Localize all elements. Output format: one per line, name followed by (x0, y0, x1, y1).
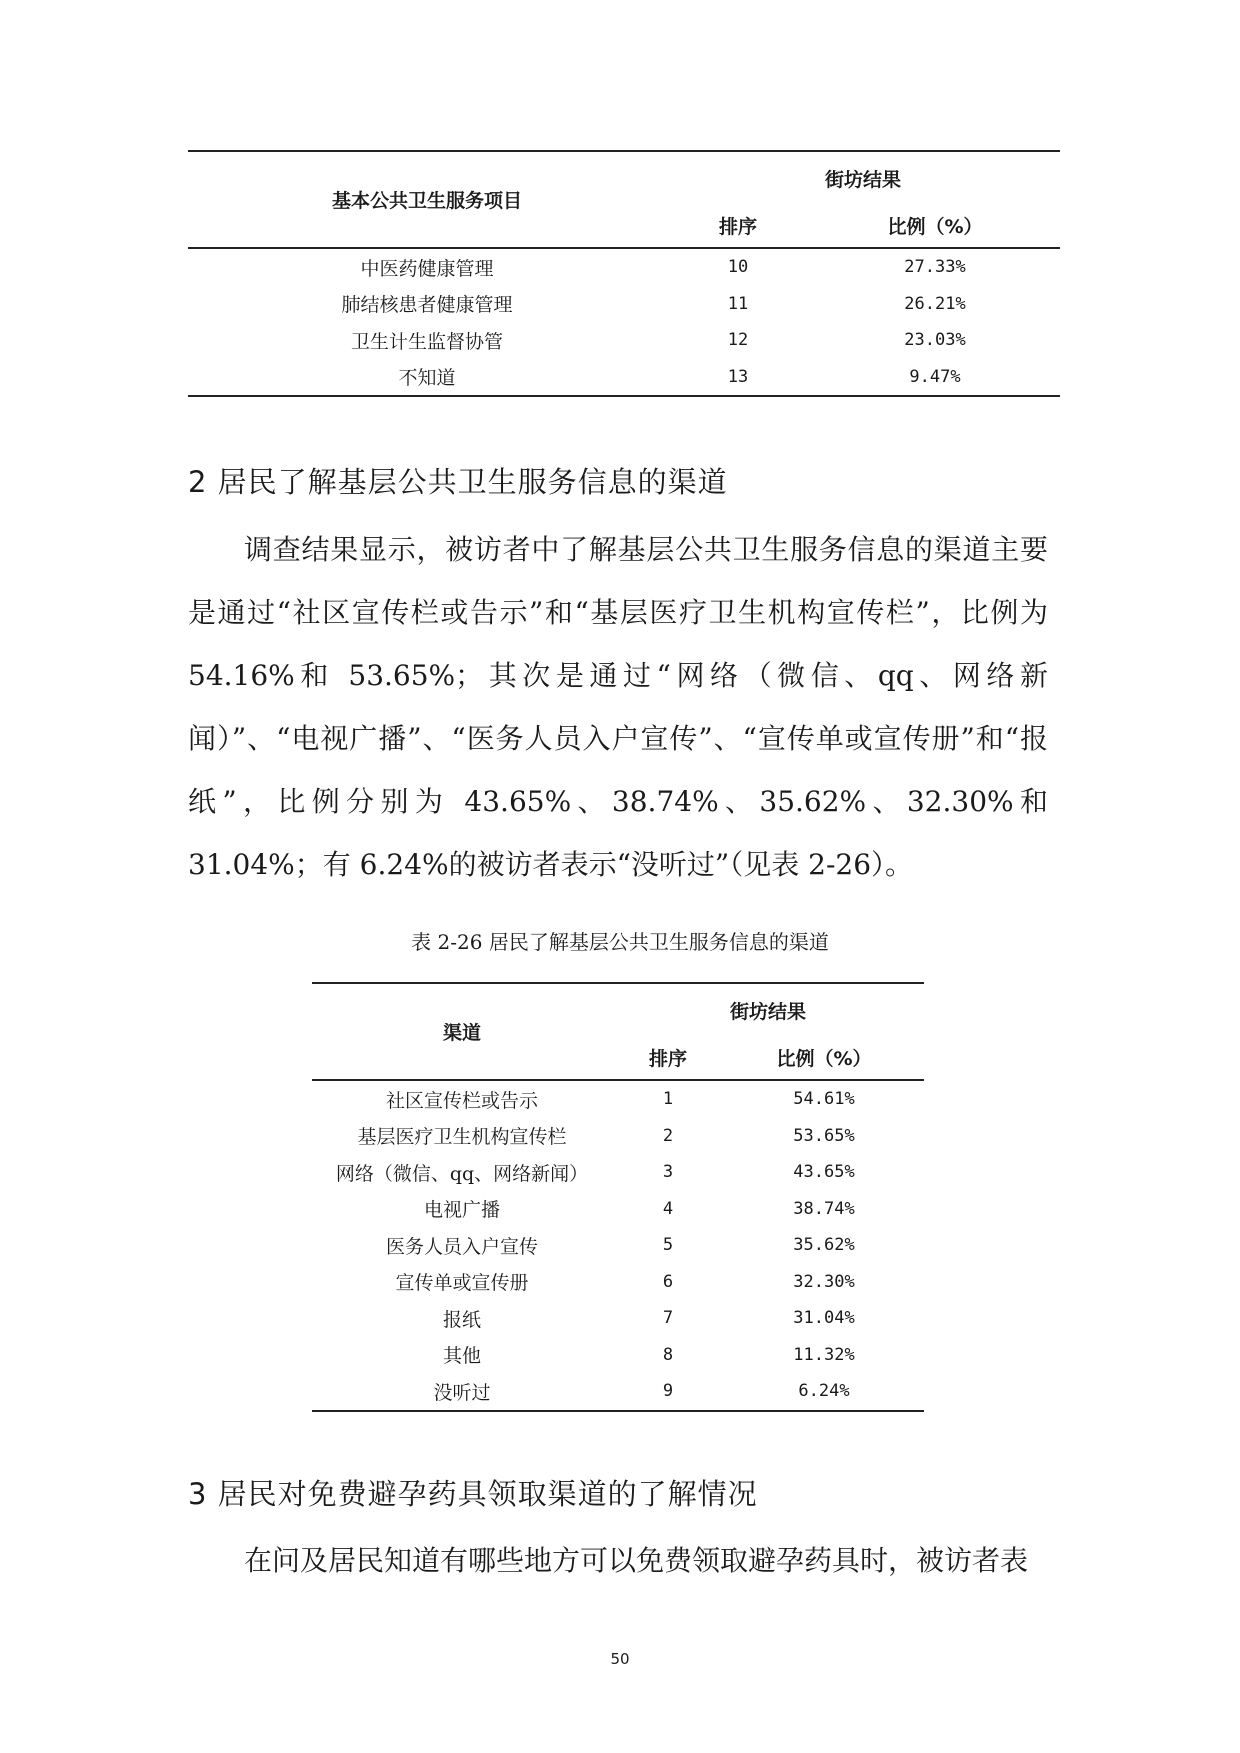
column-header-item: 基本公共卫生服务项目 (331, 190, 522, 212)
body-paragraph: 调查结果显示，被访者中了解基层公共卫生服务信息的渠道主要是通过“社区宣传栏或告示”和“基层医疗卫生机构宣传栏”，比例为 54.16%和 53.65%；其次是通过“网络（微信、qq、网络新闻）”、“电视广播”、“医务人员入户宣传”、“宣传单或宣传册”和“报纸”，比例分别为 43.65%、38.74%、35.62%、32.30%和 31.04%；有 6.24%的被访者表示“没听过”（见表 2-26）。 (188, 533, 1048, 881)
column-header-group: 街坊结果 (825, 168, 902, 191)
cell-item: 电视广播 (423, 1199, 500, 1222)
column-header-item: 渠道 (442, 1022, 481, 1044)
cell-ratio: 23.03% (904, 330, 966, 351)
cell-ratio: 31.04% (793, 1308, 855, 1329)
body-paragraph: 在问及居民知道有哪些地方可以免费领取避孕药具时，被访者表 (244, 1544, 1029, 1577)
cell-rank: 9 (662, 1381, 674, 1402)
table-row (188, 286, 1060, 323)
table-row (188, 322, 1060, 359)
cell-rank: 6 (662, 1271, 674, 1292)
cell-rank: 8 (662, 1344, 674, 1365)
table-header (312, 983, 924, 1080)
cell-ratio: 27.33% (904, 257, 966, 278)
cell-rank: 1 (662, 1089, 674, 1110)
table-row (312, 1264, 924, 1301)
cell-item: 没听过 (433, 1381, 491, 1404)
table-row (312, 1191, 924, 1228)
column-header-rank: 排序 (648, 1048, 687, 1070)
cell-item: 报纸 (442, 1308, 481, 1331)
cell-ratio: 6.24% (798, 1381, 850, 1402)
cell-rank: 10 (727, 257, 749, 278)
cell-rank: 5 (662, 1235, 674, 1256)
cell-rank: 11 (727, 293, 749, 314)
cell-item: 社区宣传栏或告示 (385, 1089, 538, 1112)
cell-item: 肺结核患者健康管理 (341, 294, 513, 317)
cell-ratio: 54.61% (793, 1089, 855, 1110)
cell-item: 其他 (442, 1345, 481, 1368)
cell-ratio: 38.74% (793, 1198, 855, 1219)
table-row (312, 1373, 924, 1411)
cell-rank: 7 (662, 1308, 674, 1329)
service-items-table (188, 150, 1060, 397)
cell-ratio: 35.62% (793, 1235, 855, 1256)
cell-rank: 2 (662, 1125, 674, 1146)
table-row (312, 1154, 924, 1191)
page-number: 50 (610, 1650, 630, 1668)
cell-ratio: 9.47% (909, 366, 961, 387)
cell-rank: 12 (727, 330, 749, 351)
cell-ratio: 11.32% (793, 1344, 855, 1365)
table-header (188, 151, 1060, 248)
column-header-ratio: 比例（%） (887, 216, 983, 238)
cell-item: 中医药健康管理 (360, 257, 494, 280)
cell-item: 宣传单或宣传册 (395, 1272, 529, 1295)
column-header-ratio: 比例（%） (776, 1048, 872, 1070)
table-row (188, 248, 1060, 286)
table-row (312, 1227, 924, 1264)
cell-ratio: 26.21% (904, 293, 966, 314)
cell-ratio: 53.65% (793, 1125, 855, 1146)
table-body (188, 248, 1060, 396)
cell-item: 网络（微信、qq、网络新闻） (335, 1162, 589, 1185)
table-body (312, 1080, 924, 1411)
table-row (312, 1337, 924, 1374)
column-header-rank: 排序 (718, 216, 757, 238)
table-row (312, 1080, 924, 1118)
cell-rank: 3 (662, 1162, 674, 1183)
section-heading: 2 居民了解基层公共卫生服务信息的渠道 (188, 465, 728, 499)
table-row (188, 359, 1060, 397)
cell-rank: 4 (662, 1198, 674, 1219)
cell-item: 医务人员入户宣传 (385, 1235, 538, 1258)
cell-ratio: 43.65% (793, 1162, 855, 1183)
cell-ratio: 32.30% (793, 1271, 855, 1292)
column-header-group: 街坊结果 (730, 1000, 807, 1023)
section-heading: 3 居民对免费避孕药具领取渠道的了解情况 (188, 1477, 758, 1511)
cell-rank: 13 (727, 366, 749, 387)
table-row (312, 1118, 924, 1155)
channels-table (312, 982, 924, 1412)
table-row (312, 1300, 924, 1337)
cell-item: 不知道 (398, 367, 456, 390)
cell-item: 卫生计生监督协管 (350, 330, 503, 353)
table-caption: 表 2-26 居民了解基层公共卫生服务信息的渠道 (411, 930, 829, 954)
cell-item: 基层医疗卫生机构宣传栏 (357, 1126, 567, 1149)
